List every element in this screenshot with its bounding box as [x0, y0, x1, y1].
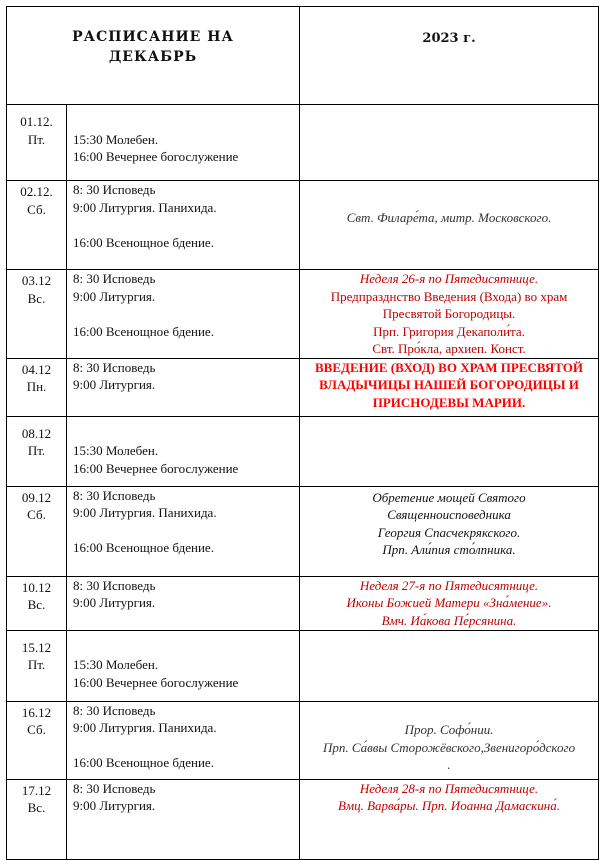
schedule-title	[7, 7, 300, 105]
services-cell	[67, 270, 300, 359]
table-row	[7, 105, 599, 181]
service-line	[73, 305, 299, 323]
notes-cell	[300, 576, 599, 630]
service-line: 16:00 Вечернее богослужение	[73, 674, 239, 690]
date: 01.12.	[20, 114, 53, 129]
service-line: 8: 30 Исповедь	[73, 271, 156, 286]
notes-cell	[300, 181, 599, 270]
service-line: 8: 30 Исповедь	[73, 780, 156, 796]
note-line: ПРИСНОДЕВЫ МАРИИ.	[372, 394, 526, 410]
year-label: 2023 г.	[300, 7, 599, 105]
service-line: 16:00 Вечернее богослужение	[73, 149, 239, 164]
note-line: Георгия Спасчекрякского.	[377, 524, 521, 540]
weekday: Вс.	[27, 800, 46, 815]
note-line: Священноисповедника	[387, 507, 511, 522]
table-row	[7, 779, 599, 859]
service-line: 9:00 Литургия. Панихида.	[73, 199, 217, 215]
service-line	[73, 216, 299, 234]
date: 10.12	[21, 579, 52, 595]
date: 16.12	[21, 704, 52, 720]
title-line: ДЕКАБРЬ	[108, 49, 198, 65]
notes-cell	[300, 486, 599, 576]
weekday: Вс.	[27, 597, 46, 612]
service-line: 9:00 Литургия. Панихида.	[73, 505, 217, 520]
service-line: 8: 30 Исповедь	[73, 577, 156, 593]
date-cell	[7, 576, 67, 630]
notes-cell	[300, 416, 599, 486]
notes-cell	[300, 779, 599, 859]
table-row	[7, 630, 599, 701]
service-line: 16:00 Всенощное бдение.	[73, 755, 214, 770]
services-cell	[67, 416, 300, 486]
note-line	[304, 704, 594, 722]
weekday: Пт.	[27, 657, 46, 672]
date-cell	[7, 270, 67, 359]
date: 09.12	[21, 489, 52, 505]
services-cell	[67, 105, 300, 181]
date: 15.12	[21, 639, 52, 655]
date-cell	[7, 630, 67, 701]
table-row	[7, 576, 599, 630]
notes-cell	[300, 358, 599, 416]
date: 03.12	[21, 273, 52, 288]
services-cell	[67, 358, 300, 416]
note-line: Неделя 28-я по Пятедисятнице.	[359, 780, 539, 796]
note-line: Свт. Филаре́та, митр. Московского.	[346, 209, 552, 225]
date-cell	[7, 416, 67, 486]
table-row	[7, 181, 599, 270]
note-line: Свт. Про́кла, архиеп. Конст.	[372, 341, 526, 356]
services-cell	[67, 779, 300, 859]
note-line: Неделя 26-я по Пятедисятнице.	[359, 271, 539, 286]
weekday: Пн.	[26, 379, 47, 394]
service-line	[73, 639, 299, 657]
weekday: Сб.	[27, 507, 46, 522]
note-line: Вмц. Варва́ры. Прп. Иоанна Дамаскина́.	[338, 798, 560, 813]
date-cell	[7, 701, 67, 779]
notes-cell	[300, 270, 599, 359]
service-line: 8: 30 Исповедь	[73, 359, 156, 375]
service-line: 16:00 Всенощное бдение.	[73, 234, 214, 250]
service-line: 15:30 Молебен.	[73, 443, 159, 458]
note-line: Иконы Божией Матери «Зна́мение».	[346, 595, 552, 610]
service-line: 9:00 Литургия.	[73, 798, 156, 813]
weekday: Сб.	[27, 722, 46, 737]
date-cell	[7, 358, 67, 416]
title-line: РАСПИСАНИЕ НА	[72, 29, 234, 45]
note-line: Предпразднство Введения (Входа) во храм	[330, 288, 568, 304]
date: 02.12.	[20, 184, 53, 199]
note-line: .	[447, 757, 451, 772]
service-line: 15:30 Молебен.	[73, 657, 159, 672]
note-line	[304, 191, 594, 209]
note-line: Прор. Софо́нии.	[404, 722, 494, 737]
date-cell	[7, 181, 67, 270]
service-line	[73, 425, 299, 443]
service-line: 8: 30 Исповедь	[73, 182, 156, 197]
table-row	[7, 358, 599, 416]
note-line: Прп. Али́пия сто́лпника.	[382, 542, 516, 557]
services-cell	[67, 576, 300, 630]
service-line: 8: 30 Исповедь	[73, 487, 156, 503]
notes-cell	[300, 105, 599, 181]
table-row	[7, 270, 599, 359]
note-line: Неделя 27-я по Пятедисятнице.	[359, 577, 539, 593]
date-cell	[7, 486, 67, 576]
service-line	[73, 522, 299, 540]
service-line: 9:00 Литургия.	[73, 377, 156, 392]
service-line: 16:00 Всенощное бдение.	[73, 540, 214, 555]
table-row	[7, 701, 599, 779]
services-cell	[67, 486, 300, 576]
note-line: Прп. Григория Декаполи́та.	[373, 323, 525, 339]
note-line: ВВЕДЕНИЕ (ВХОД) ВО ХРАМ ПРЕСВЯТОЙ	[315, 359, 584, 375]
date-cell	[7, 105, 67, 181]
service-line: 9:00 Литургия. Панихида.	[73, 720, 217, 735]
note-line: Обретение мощей Святого	[372, 489, 526, 505]
service-line	[73, 737, 299, 755]
weekday: Сб.	[27, 201, 46, 217]
notes-cell	[300, 630, 599, 701]
services-cell	[67, 630, 300, 701]
date: 04.12	[21, 361, 52, 377]
date: 08.12	[21, 425, 52, 441]
weekday: Пт.	[27, 443, 46, 458]
date: 17.12	[21, 782, 52, 798]
weekday: Пт.	[27, 131, 46, 147]
header-row	[7, 7, 599, 105]
service-line: 15:30 Молебен.	[73, 131, 159, 147]
note-line: Прп. Са́ввы Сторожёвского,Звенигоро́дского	[322, 739, 576, 755]
service-line: 8: 30 Исповедь	[73, 702, 156, 718]
schedule-table	[6, 6, 599, 860]
date-cell	[7, 779, 67, 859]
service-line: 9:00 Литургия.	[73, 595, 156, 610]
note-line: Вмч. Иа́кова Пе́рсянина.	[381, 612, 517, 628]
service-line: 16:00 Всенощное бдение.	[73, 323, 214, 339]
services-cell	[67, 701, 300, 779]
service-line: 16:00 Вечернее богослужение	[73, 460, 239, 476]
service-line	[73, 113, 299, 131]
service-line: 9:00 Литургия.	[73, 288, 156, 304]
note-line: ВЛАДЫЧИЦЫ НАШЕЙ БОГОРОДИЦЫ И	[319, 377, 579, 392]
table-row	[7, 416, 599, 486]
weekday: Вс.	[27, 290, 46, 306]
notes-cell	[300, 701, 599, 779]
note-line: Пресвятой Богородицы.	[382, 306, 516, 321]
services-cell	[67, 181, 300, 270]
table-row	[7, 486, 599, 576]
